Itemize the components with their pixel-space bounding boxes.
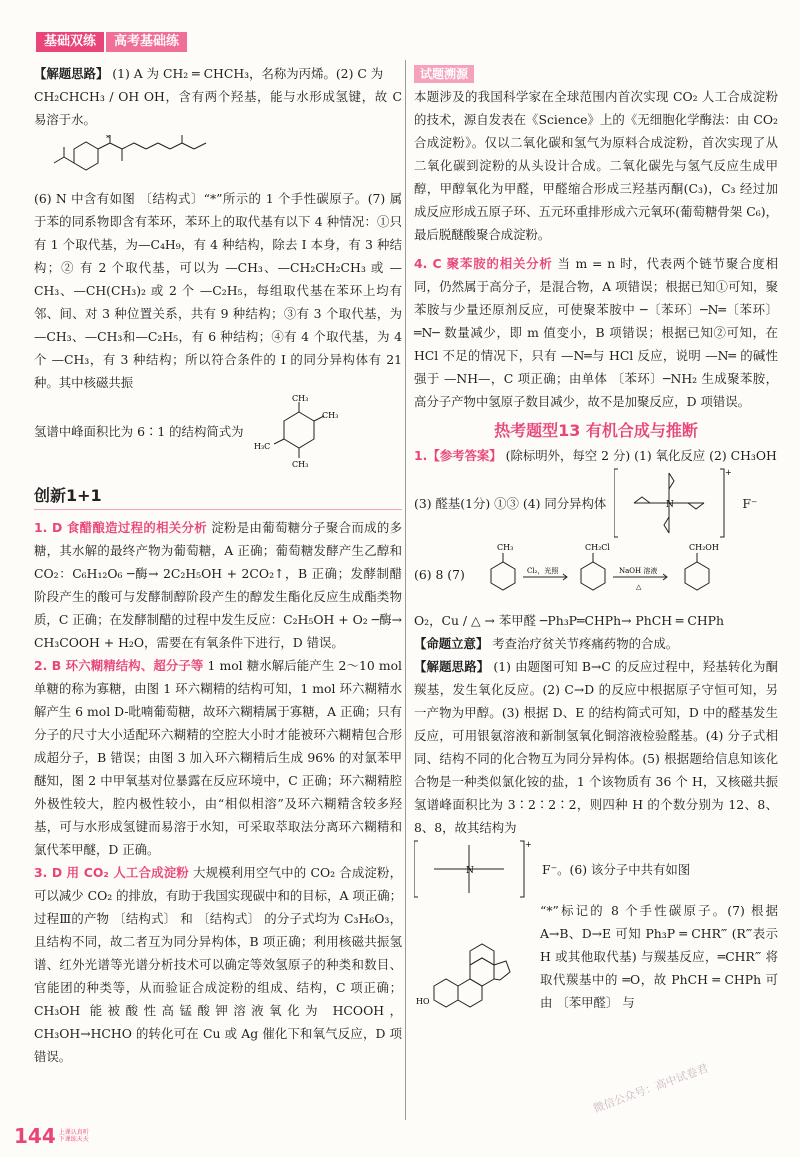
left-q1 [34,516,402,654]
source-tag-row [414,62,778,85]
right-r1: 本题涉及的我国科学家在全球范围内首次实现 CO₂ 人工合成淀粉的技术，源自发表在《Science》上的《无细胞化学酶法：由 CO₂ 合成淀粉》。仅以二氧化碳和氢气为原料合成淀粉，首次实现了从二氧化碳到淀粉的从头设计合成。二氧化碳先与氢气反应生成甲醇，甲醇氧化为甲醛，甲醛缩合形成三羟基丙酮(C₃)，C₃ 经过加成反应形成五原子环、五元环重排形成六元氧环(葡萄糖骨架 C₆)，最后脱醚酸聚合成淀粉。 [414,89,778,242]
page-number [14,1124,93,1148]
left-p2: (6) N 中含有如图 〔结构式〕“*”所示的 1 个手性碳原子。(7) 属于苯的同系物即含有苯环，苯环上的取代基有以下 4 种情况：①只有 1 个取代基，为—C₄H₉，有 4 种结构，除去 I 本身，有 3 种结构；② 有 2 个取代基，可以为 —CH₃、—CH₂CH₂CH₃ 或 —CH₃、—CH(CH₃)₂ 或 2 个 —C₂H₅，每组取代基在苯环上均有邻、间、对 3 种位置关系，共有 9 种结构；③有 3 个取代基，为 —CH₃、—CH₃和—C₂H₅，有 6 种结构；④有 4 个取代基，为 4 个 —CH₃，有 3 种结构；所以符合条件的 I 的同分异构体有 21 种。其中核磁共振 [34,191,402,390]
structure-n [34,135,402,183]
intent-line [414,632,778,655]
intent-label: 【命题立意】 [414,636,489,651]
label-ch2oh: CH₂OH [688,543,719,552]
idea-text: (1) 由题图可知 B→C 的反应过程中，羟基转化为酮羰基，发生氧化反应。(2) C→D 的反应中根据原子守恒可知，另一产物为甲醇。(3) 根据 D、E 的结构简式可知，D 中的醛基发生反应，可用银氨溶液和新制氢氧化铜溶液检验醛基。(4) 分子式相同、结构不同的化合物互为同分异构体。(5) 根据题给信息知该化合物是一种类似氯化铵的盐，1 个该物质有 36 个 H，又核磁共振氢谱峰面积比为 3∶2∶2∶2，则四种 H 的个数分别为 12、8、8、8，故其结构为 [414,659,778,835]
structure-steroid [414,924,534,1014]
structure-tetramethylbenzene [254,394,344,468]
structure-n-diagram [34,135,224,183]
answer-text-2: (3) 醛基(1分) ①③ (4) 同分异构体 [414,495,607,511]
label-delta: △ [635,583,642,591]
label-ch3: CH₃ [496,543,514,552]
f-minus-1: F⁻ [742,495,758,511]
ho-label: HO [416,997,430,1006]
idea-line-2 [414,839,778,899]
left-q3 [34,861,402,1068]
star-mark: * [106,135,110,143]
left-p1-text: (1) A 为 CH₂ ═ CHCH₃，名称为丙烯。(2) C 为 [108,66,384,81]
charge-plus-2: + [525,840,532,849]
label-ch2cl: CH₂Cl [584,543,610,552]
answer-label: 1.【参考答案】 [414,448,502,463]
idea-line-3-row [414,899,778,1014]
q3-label: 3. D 用 CO₂ 人工合成淀粉 [34,865,189,880]
q1-text: 淀粉是由葡萄糖分子聚合而成的多糖，其水解的最终产物为葡萄糖，A 正确；葡萄糖发酵产生乙醇和 CO₂：C₆H₁₂O₆ ─酶→ 2C₂H₅OH + 2CO₂↑，B 正确；发酵制醋阶段产生的酸可与发酵制醇阶段产生的醇发生酯化反应生成酯类物质，C 正确；在发酵制醋的过程中发生反应：C₂H₅OH + O₂ ─酶→ CH₃COOH + H₂O，需要在有氧条件下进行，D 错误。 [34,520,402,650]
left-column [34,62,402,1068]
right-column [414,62,778,1014]
ch3-right: CH₃ [321,411,338,420]
answer-line-2 [414,467,778,539]
n-center: N [666,500,675,510]
q4-label: 4. C 聚苯胺的相关分析 [414,256,553,271]
left-p3-row [34,394,402,468]
section-banner [36,32,187,52]
q1-label: 1. D 食醋酿造过程的相关分析 [34,520,208,535]
q4-text: 当 m = n 时，代表两个链节聚合度相同，仍然属于高分子，是混合物，A 项错误；根据已知①可知，聚苯胺与少量还原剂反应，可使聚苯胺中 ─〔苯环〕─N═〔苯环〕═N─ 数量减少，即 m 值变小，B 项错误；根据已知②可知，在 HCl 不足的情况下，只有 —N═与 HCl 反应，说明 —N═ 的碱性强于 —NH—，C 项正确；由单体 〔苯环〕─NH₂ 生成聚苯胺，高分子产物中氢原子数目减少，故不是加聚反应，D 项错误。 [414,256,778,409]
q2-text: 1 mol 糖水解后能产生 2～10 mol 单糖的称为寡糖，由图 1 环六糊精的结构可知，1 mol 环六糊精水解产生 6 mol D-吡喃葡萄糖，故环六糊精属于寡糖，A 正确；只有分子的尺寸大小适配环六糊精的空腔大小时才能被环六糊精包合形成超分子，B 错误；由图 3 加入环六糊精后生成 96% 的对氯苯甲醚知，图 2 中甲氧基对位暴露在反应环境中，C 正确；环六糊精腔外极性较大，腔内极性较小，由“相似相溶”及环六糊精含较多羟基，可与水形成氢键而易溶于水知，可采取萃取法分离环六糊精和氯代苯甲醚，D 正确。 [34,658,402,857]
q3-text: 大规模利用空气中的 CO₂ 合成淀粉，可以减少 CO₂ 的排放，有助于我国实现碳中和的目标，A 项正确；过程Ⅲ的产物 〔结构式〕 和 〔结构式〕 的分子式均为 C₃H₆O₃，且结构不同，故二者互为同分异构体，B 项正确；利用核磁共振氢谱、红外光谱等光谱分析技术可以确定等效氢原子的种类和数目、官能团的种类等，从而验证合成淀粉的组成、结构，C 项正确；CH₃OH 能被酸性高锰酸钾溶液氧化为 HCOOH，CH₃OH→HCHO 的转化可在 Cu 或 Ag 催化下和氧气反应，D 项错误。 [34,865,402,1064]
idea-line [414,655,778,839]
label-naoh: NaOH 溶液 [618,567,658,575]
answer-text-1: (除标明外，每空 2 分) (1) 氧化反应 (2) CH₃OH [501,448,777,463]
h3c-left: H₃C [253,442,270,451]
q2-label: 2. B 环六糊精结构、超分子等 [34,658,204,673]
n-center-2: N [466,866,474,876]
charge-plus: + [725,468,733,477]
answer-text-3: (6) 8 (7) [414,566,465,582]
banner-part1: 基础双练 [36,32,104,52]
right-q4 [414,252,778,413]
idea-label: 【解题思路】 [414,659,490,674]
page-slogan: 上课认真听 下课练天天 [58,1129,89,1143]
intent-text: 考查治疗贫关节疼痛药物的合成。 [488,636,679,651]
page-number-value: 144 [14,1124,56,1148]
left-p3: 氢谱中峰面积比为 6∶1 的结构简式为 [34,423,244,439]
idea-text-3: “*”标记的 8 个手性碳原子。(7) 根据 A→B、D→E 可知 Ph₃P ═ CHR‴ (R‴表示 H 或其他取代基) 与羰基反应，═CHR‴ 将取代羰基中的 ═O，故 PhCH ═ CHPh 可由 〔苯甲醛〕 与 [540,903,778,1010]
label-cl2: Cl₂，光照 [526,567,559,575]
hot-topic-title: 热考题型13 有机合成与推断 [494,421,698,440]
idea-text-2: F⁻。(6) 该分子中共有如图 [542,861,691,877]
left-p1 [34,62,402,85]
ch3-top: CH₃ [291,394,308,403]
answer-line-4: O₂，Cu / △ → 苯甲醛 ─Ph₃P═CHPh→ PhCH ═ CHPh [414,613,724,628]
banner-part2: 高考基础练 [106,32,187,52]
source-tag: 试题溯源 [414,65,474,83]
solution-label: 【解题思路】 [34,66,109,81]
structure-ammonium-salt [614,467,734,539]
watermark: 微信公众号：高中试卷君 [591,1061,710,1116]
answer-line-3 [414,539,778,609]
answer-line-1 [414,444,778,467]
column-divider [405,60,406,1120]
ch3-bottom: CH₃ [291,460,308,468]
synthesis-route [471,539,761,609]
left-q2 [34,654,402,861]
section-title-innovation: 创新1+1 [34,484,402,510]
structure-salt-2 [414,839,534,899]
left-p1c: CH₂CHCH₃ / OH OH，含有两个羟基，能与水形成氢键，故 C 易溶于水。 [34,89,402,127]
